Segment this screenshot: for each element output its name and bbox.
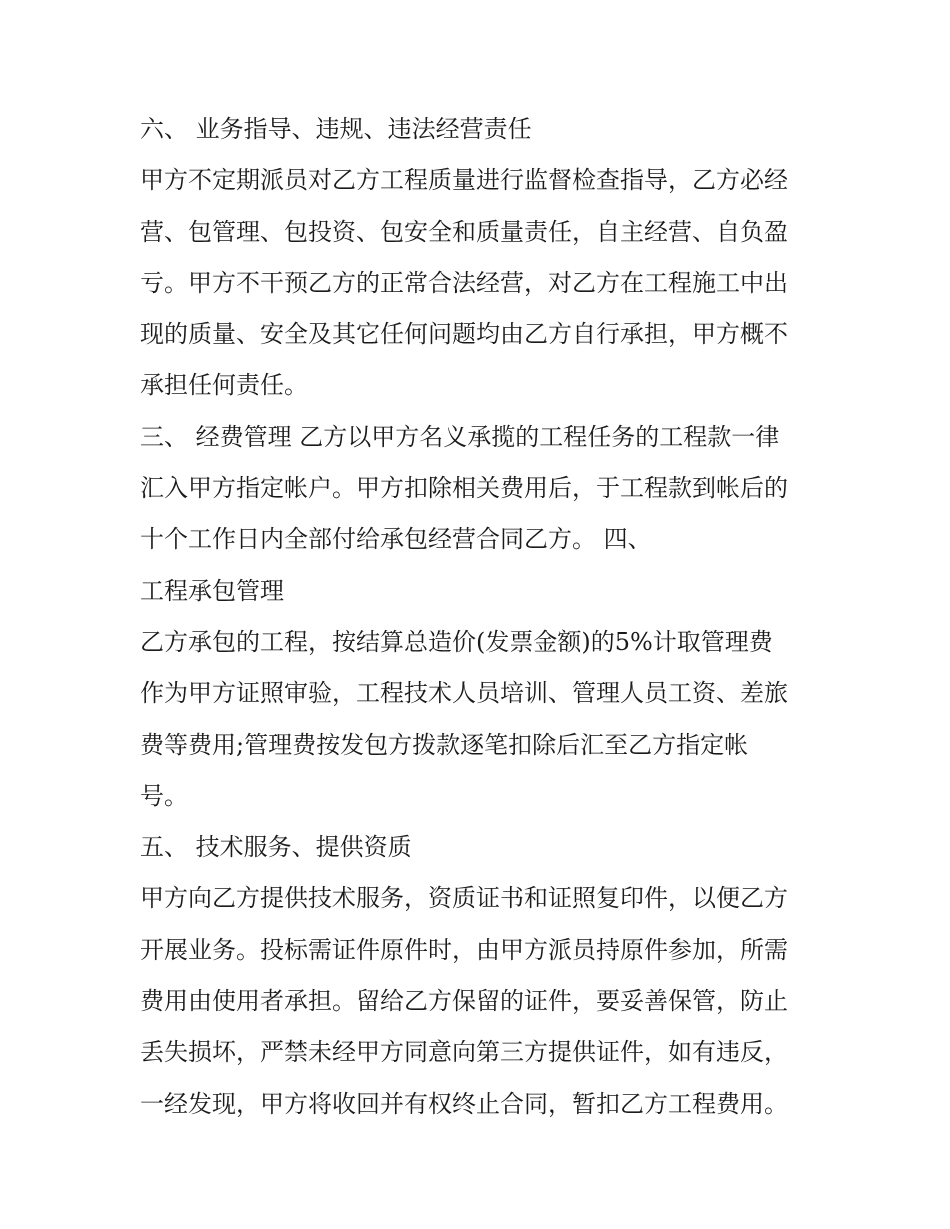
- text-line: 乙方承包的工程，按结算总造价(发票金额)的5%计取管理费: [140, 627, 773, 656]
- text-line: 开展业务。投标需证件原件时，由甲方派员持原件参加，所需: [140, 935, 788, 964]
- heading-section-three: 三、 经费管理 乙方以甲方名义承揽的工程任务的工程款一律: [140, 422, 780, 451]
- text-line: 现的质量、安全及其它任何问题均由乙方自行承担，甲方概不: [140, 320, 788, 349]
- text-line: 一经发现，甲方将收回并有权终止合同，暂扣乙方工程费用。: [140, 1089, 788, 1118]
- text-line: 亏。甲方不干预乙方的正常合法经营，对乙方在工程施工中出: [140, 268, 788, 297]
- text-line: 甲方不定期派员对乙方工程质量进行监督检查指导，乙方必经: [140, 166, 788, 195]
- text-line: 费用由使用者承担。留给乙方保留的证件，要妥善保管，防止: [140, 987, 788, 1016]
- text-line: 甲方向乙方提供技术服务，资质证书和证照复印件，以便乙方: [140, 884, 788, 913]
- text-line: 营、包管理、包投资、包安全和质量责任，自主经营、自负盈: [140, 217, 788, 246]
- text-line: 丢失损坏，严禁未经甲方同意向第三方提供证件，如有违反，: [140, 1038, 788, 1067]
- text-line: 汇入甲方指定帐户。甲方扣除相关费用后，于工程款到帐后的: [140, 474, 788, 503]
- text-line: 承担任何责任。: [140, 371, 308, 400]
- heading-section-five: 五、 技术服务、提供资质: [140, 833, 412, 862]
- heading-section-four: 工程承包管理: [140, 576, 284, 605]
- heading-section-six: 六、 业务指导、违规、违法经营责任: [140, 115, 532, 143]
- text-line: 作为甲方证照审验，工程技术人员培训、管理人员工资、差旅: [140, 679, 788, 708]
- text-line: 费等费用;管理费按发包方拨款逐笔扣除后汇至乙方指定帐: [140, 730, 749, 759]
- document-body: [140, 104, 820, 1130]
- text-line: 十个工作日内全部付给承包经营合同乙方。 四、: [140, 525, 652, 554]
- text-line: 号。: [140, 781, 188, 810]
